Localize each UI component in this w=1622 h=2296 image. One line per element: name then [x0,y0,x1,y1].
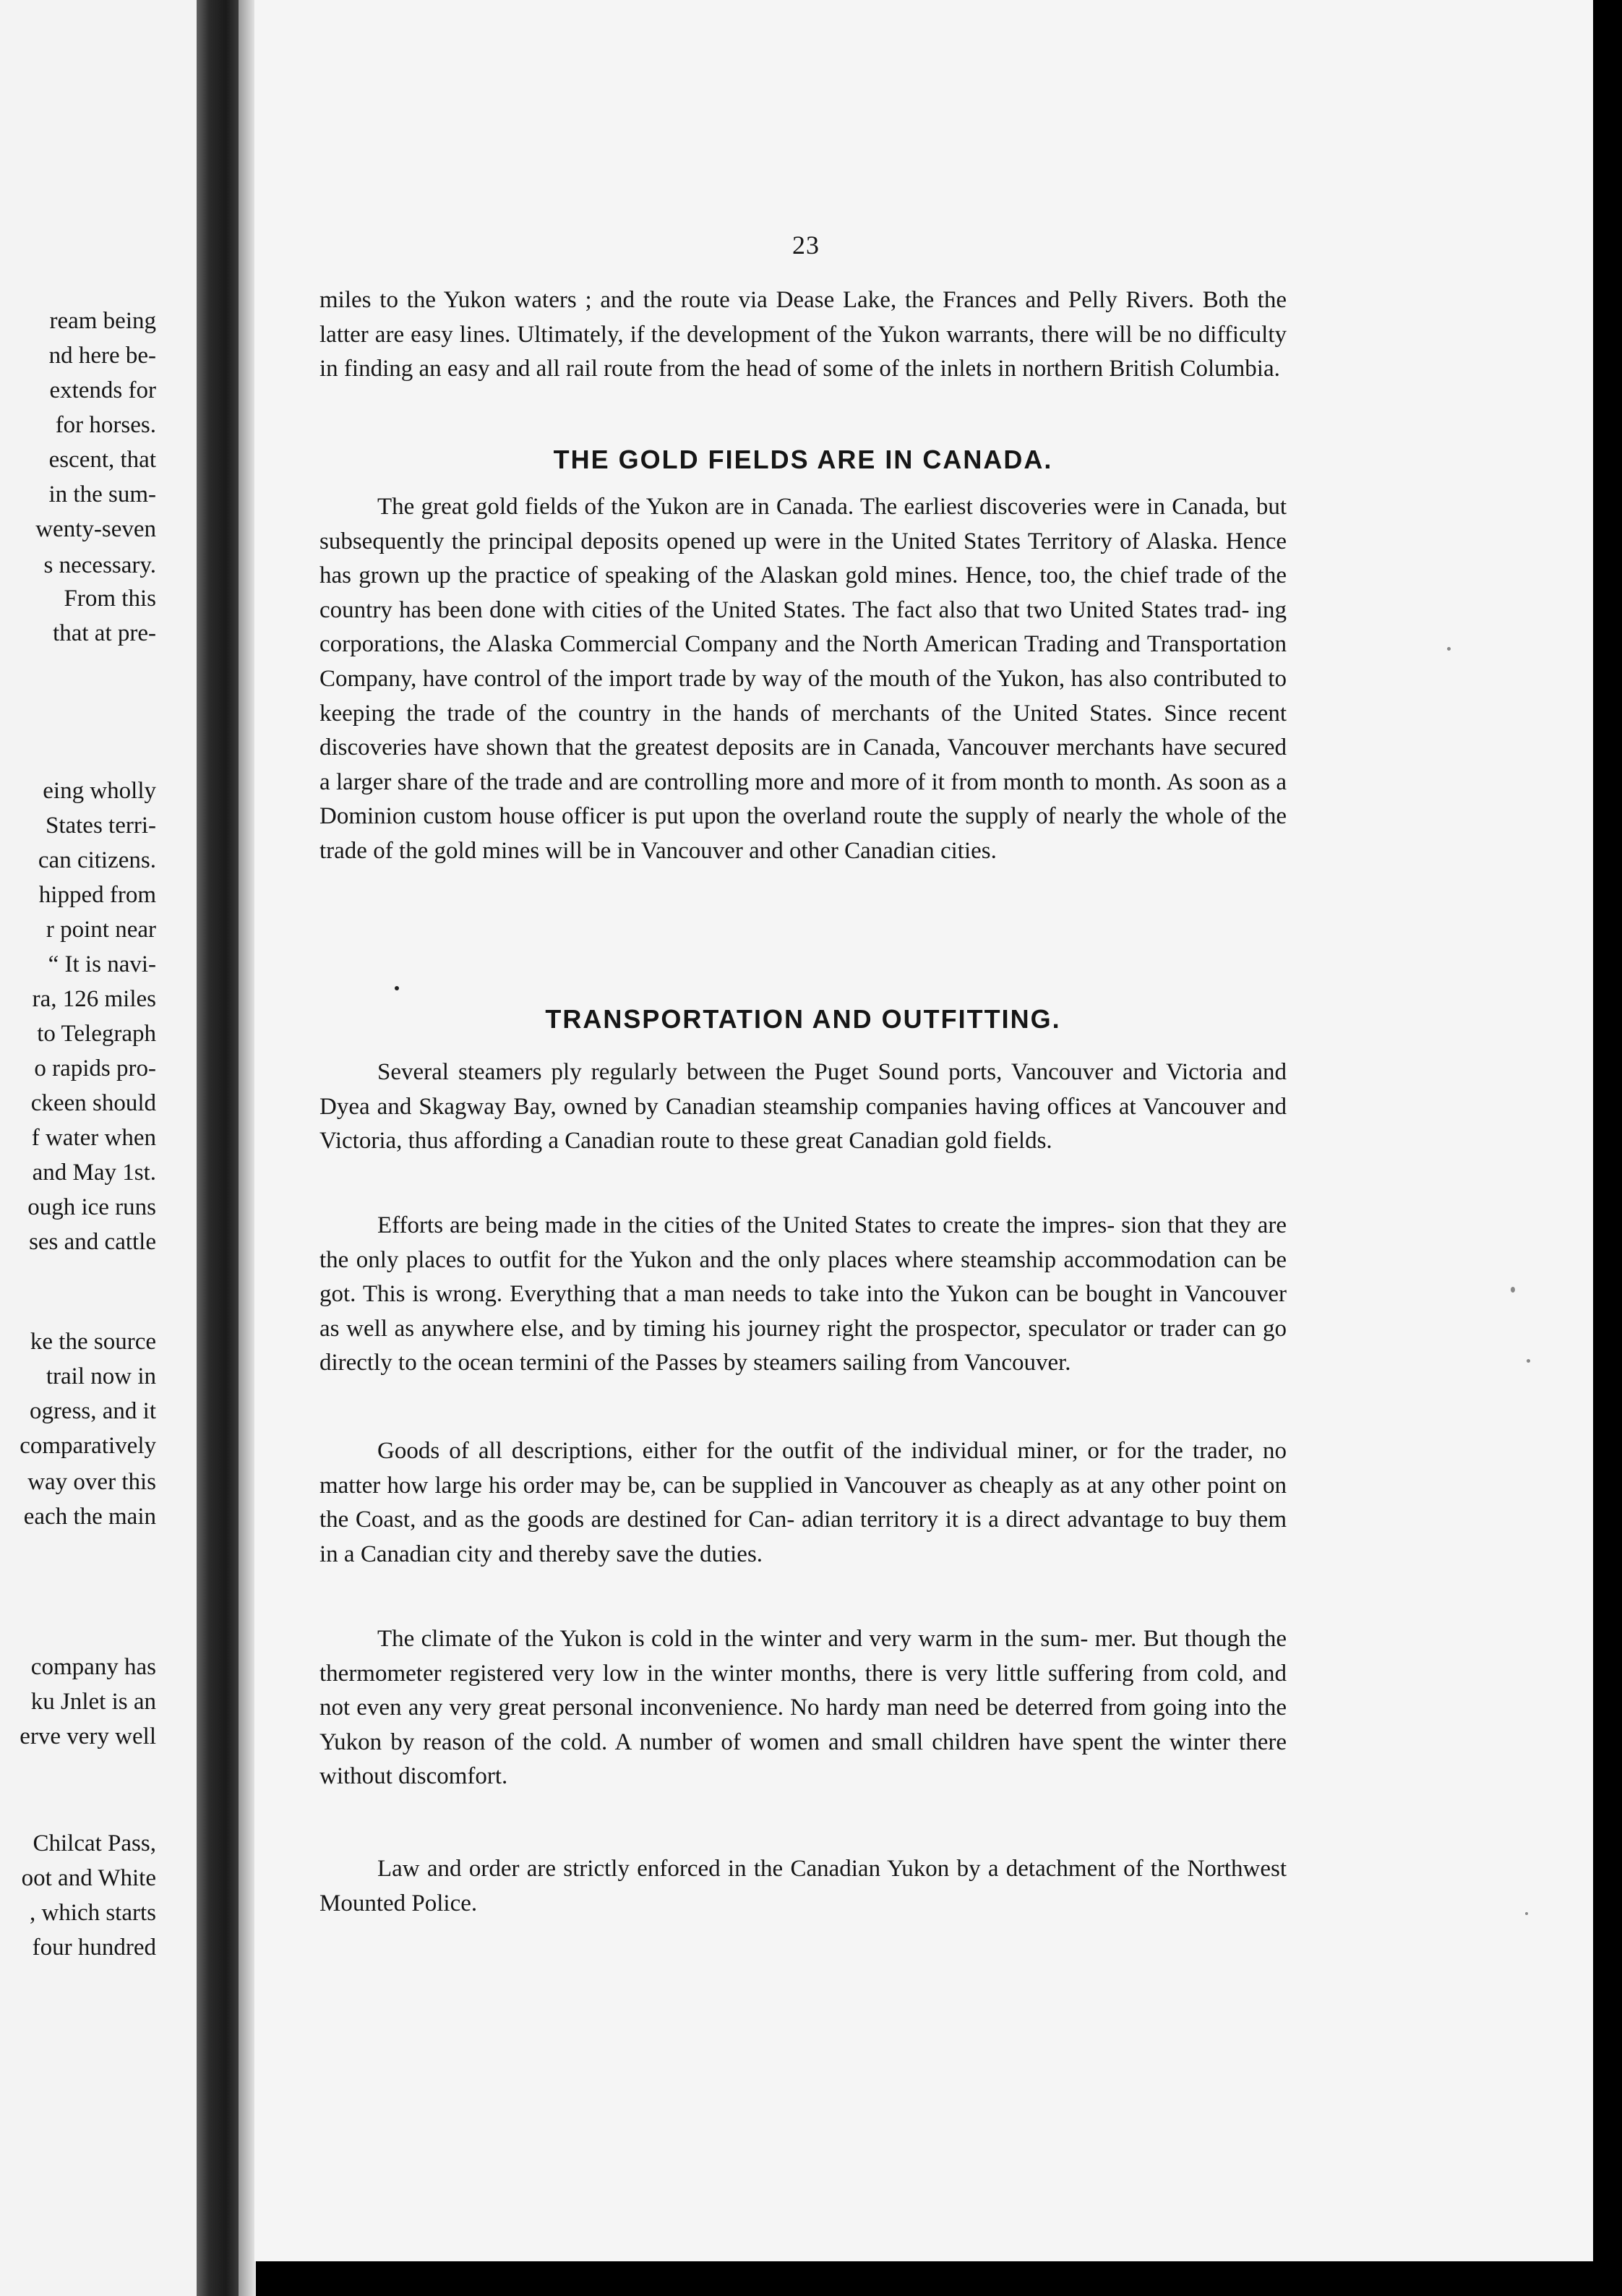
facing-page-line: s necessary. [43,552,156,578]
facing-page-line: four hundred [32,1935,156,1961]
heading-gold-fields: THE GOLD FIELDS ARE IN CANADA. [553,445,1053,474]
gutter-shadow [239,0,256,2296]
facing-page-line: ke the source [30,1329,156,1355]
paper-speck [1511,1287,1515,1293]
facing-page-line: each the main [23,1504,156,1530]
paper-speck [1527,1359,1530,1363]
facing-page-line: that at pre- [53,620,156,646]
facing-page-line: comparatively [20,1433,156,1459]
paper-speck [1525,1912,1528,1915]
facing-page-line: ogress, and it [29,1398,156,1424]
continuation-paragraph: miles to the Yukon waters ; and the route via Dease Lake, the Frances and Pelly Rivers. Both the latter are easy lines. Ultimately, if the development of the Yukon warrants, there will be no difficulty in finding an easy and all rail route from the head of some of the inlets in northern British Columbia. [319,287,1287,382]
facing-page-line: hipped from [38,882,156,908]
facing-page-line: to Telegraph [37,1021,156,1047]
facing-page-line: o rapids pro- [34,1055,156,1081]
heading-transportation: TRANSPORTATION AND OUTFITTING. [545,1004,1061,1034]
facing-page-line: oot and White [21,1865,156,1891]
facing-page-line: ough ice runs [27,1194,156,1220]
facing-page-line: “ It is navi- [48,951,156,977]
facing-page-line: States terri- [45,813,156,839]
facing-page-line: way over this [27,1469,156,1495]
facing-page-line: ses and cattle [29,1229,156,1255]
facing-page-line: ra, 126 miles [32,986,156,1012]
facing-page-line: ckeen should [30,1090,156,1116]
facing-page-line: company has [30,1654,156,1680]
facing-page-line: trail now in [46,1363,156,1389]
facing-page-line: ream being [49,308,156,334]
facing-page-line: r point near [46,917,156,943]
facing-page-line: extends for [49,377,156,403]
facing-page-line: can citizens. [38,847,156,873]
facing-page-line: wenty-seven [35,516,156,542]
facing-page-line: for horses. [55,412,156,438]
facing-page-line: Chilcat Pass, [33,1830,156,1856]
facing-page [0,0,197,2296]
paragraph-law: Law and order are strictly enforced in the Canadian Yukon by a detachment of the Northwest Mounted Police. [319,1856,1287,1916]
paragraph-goods: Goods of all descriptions, either for the outfit of the individual miner, or for the trader, no matter how large his order may be, can be supplied in Vancouver as cheaply as at any other point on the Coast, and as the goods are destined for Can- adian territory it is a direct advantage to buy them in a Canadian city and thereby save the duties. [319,1438,1287,1567]
facing-page-line: nd here be- [48,343,156,369]
facing-page-line: eing wholly [43,778,156,804]
page-number: 23 [792,231,820,260]
paper-speck [1447,647,1451,651]
facing-page-line: f water when [31,1125,156,1151]
book-gutter [197,0,239,2296]
paragraph-efforts: Efforts are being made in the cities of the United States to create the impres- sion that they are the only places to outfit for the Yukon and the only places where steamship accommodation can be got. This is wrong. Everything that a man needs to take into the Yukon can be bought in Vancouver as well as anywhere else, and by timing his journey right the prospector, speculator or trader can go directly to the ocean termini of the Passes by steamers sailing from Vancouver. [319,1212,1287,1376]
facing-page-line: escent, that [48,447,156,473]
facing-page-line: in the sum- [48,481,156,507]
paragraph-climate: The climate of the Yukon is cold in the winter and very warm in the sum- mer. But though the thermometer registered very low in the winter months, there is very little suffering from cold, and not even any very great personal inconvenience. No hardy man need be deterred from going into the Yukon by reason of the cold. A number of women and small children have spent the winter there without discomfort. [319,1626,1287,1790]
paragraph-steamers: Several steamers ply regularly between the Puget Sound ports, Vancouver and Victoria and Dyea and Skagway Bay, owned by Canadian steamship companies having offices at Vancouver and Victoria, thus affording a Canadian route to these great Canadian gold fields. [319,1059,1287,1155]
ink-dot [395,986,399,990]
facing-page-line: erve very well [20,1723,156,1749]
facing-page-line: From this [64,586,156,612]
facing-page-line: ku Jnlet is an [30,1689,156,1715]
paragraph-gold-fields: The great gold fields of the Yukon are in Canada. The earliest discoveries were in Canada, but subsequently the principal deposits opened up were in the United States Territory of Alaska. Hence has grown up the practice of speaking of the Alaskan gold mines. Hence, too, the chief trade of the country has been done with cities of the United States. The fact also that two United States trad- ing corporations, the Alaska Commercial Company and the North American Trading and Transportation Company, have control of the import trade by way of the mouth of the Yukon, has also contributed to keeping the trade of the country in the hands of merchants of the United States. Since recent discoveries have shown that the greatest deposits are in Canada, Vancouver merchants have secured a larger share of the trade and are controlling more and more of it from month to month. As soon as a Dominion custom house officer is put upon the overland route the supply of nearly the whole of the trade of the gold mines will be in Vancouver and other Canadian cities. [319,494,1287,864]
facing-page-line: , which starts [29,1900,156,1926]
facing-page-line: and May 1st. [32,1160,156,1186]
